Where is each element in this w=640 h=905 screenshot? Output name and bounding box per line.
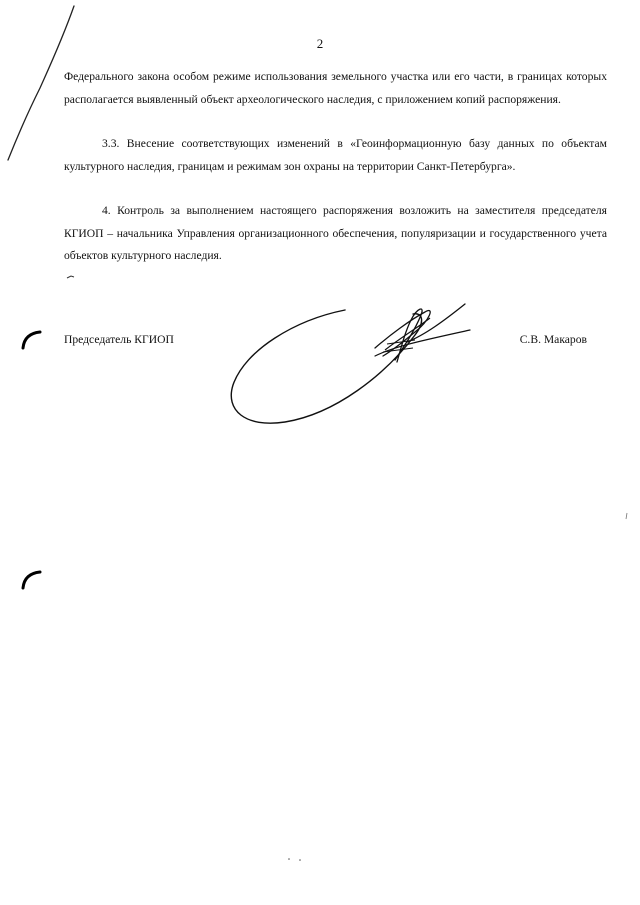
handwritten-signature — [225, 290, 485, 430]
scan-speck-bottom — [286, 856, 306, 862]
signer-title: Председатель КГИОП — [64, 333, 174, 346]
paragraph-3 — [64, 200, 607, 268]
paragraph-2 — [64, 133, 607, 178]
stray-dot-mark — [66, 274, 78, 280]
paragraph-3-text: 4. Контроль за выполнением настоящего распоряжения возложить на заместителя председателя КГИОП – начальника Управления организационного обеспечения, популяризации и государственного учета объектов культурного наследия. — [64, 204, 607, 262]
page-number: 2 — [316, 36, 324, 51]
paragraph-1 — [64, 66, 607, 111]
margin-corner-mark-2 — [20, 568, 44, 590]
paragraph-2-text: 3.3. Внесение соответствующих изменений в «Геоинформационную базу данных по объектам культурного наследия, границам и режимам зон охраны на территории Санкт-Петербурга». — [64, 137, 607, 173]
signer-name: С.В. Макаров — [519, 333, 587, 346]
paragraph-1-text: Федерального закона особом режиме использования земельного участка или его части, в границах которых располагается выявленный объект археологического наследия, с приложением копий распоряжения. — [64, 70, 607, 106]
scan-speck-right — [624, 512, 630, 520]
margin-corner-mark-1 — [20, 328, 44, 350]
